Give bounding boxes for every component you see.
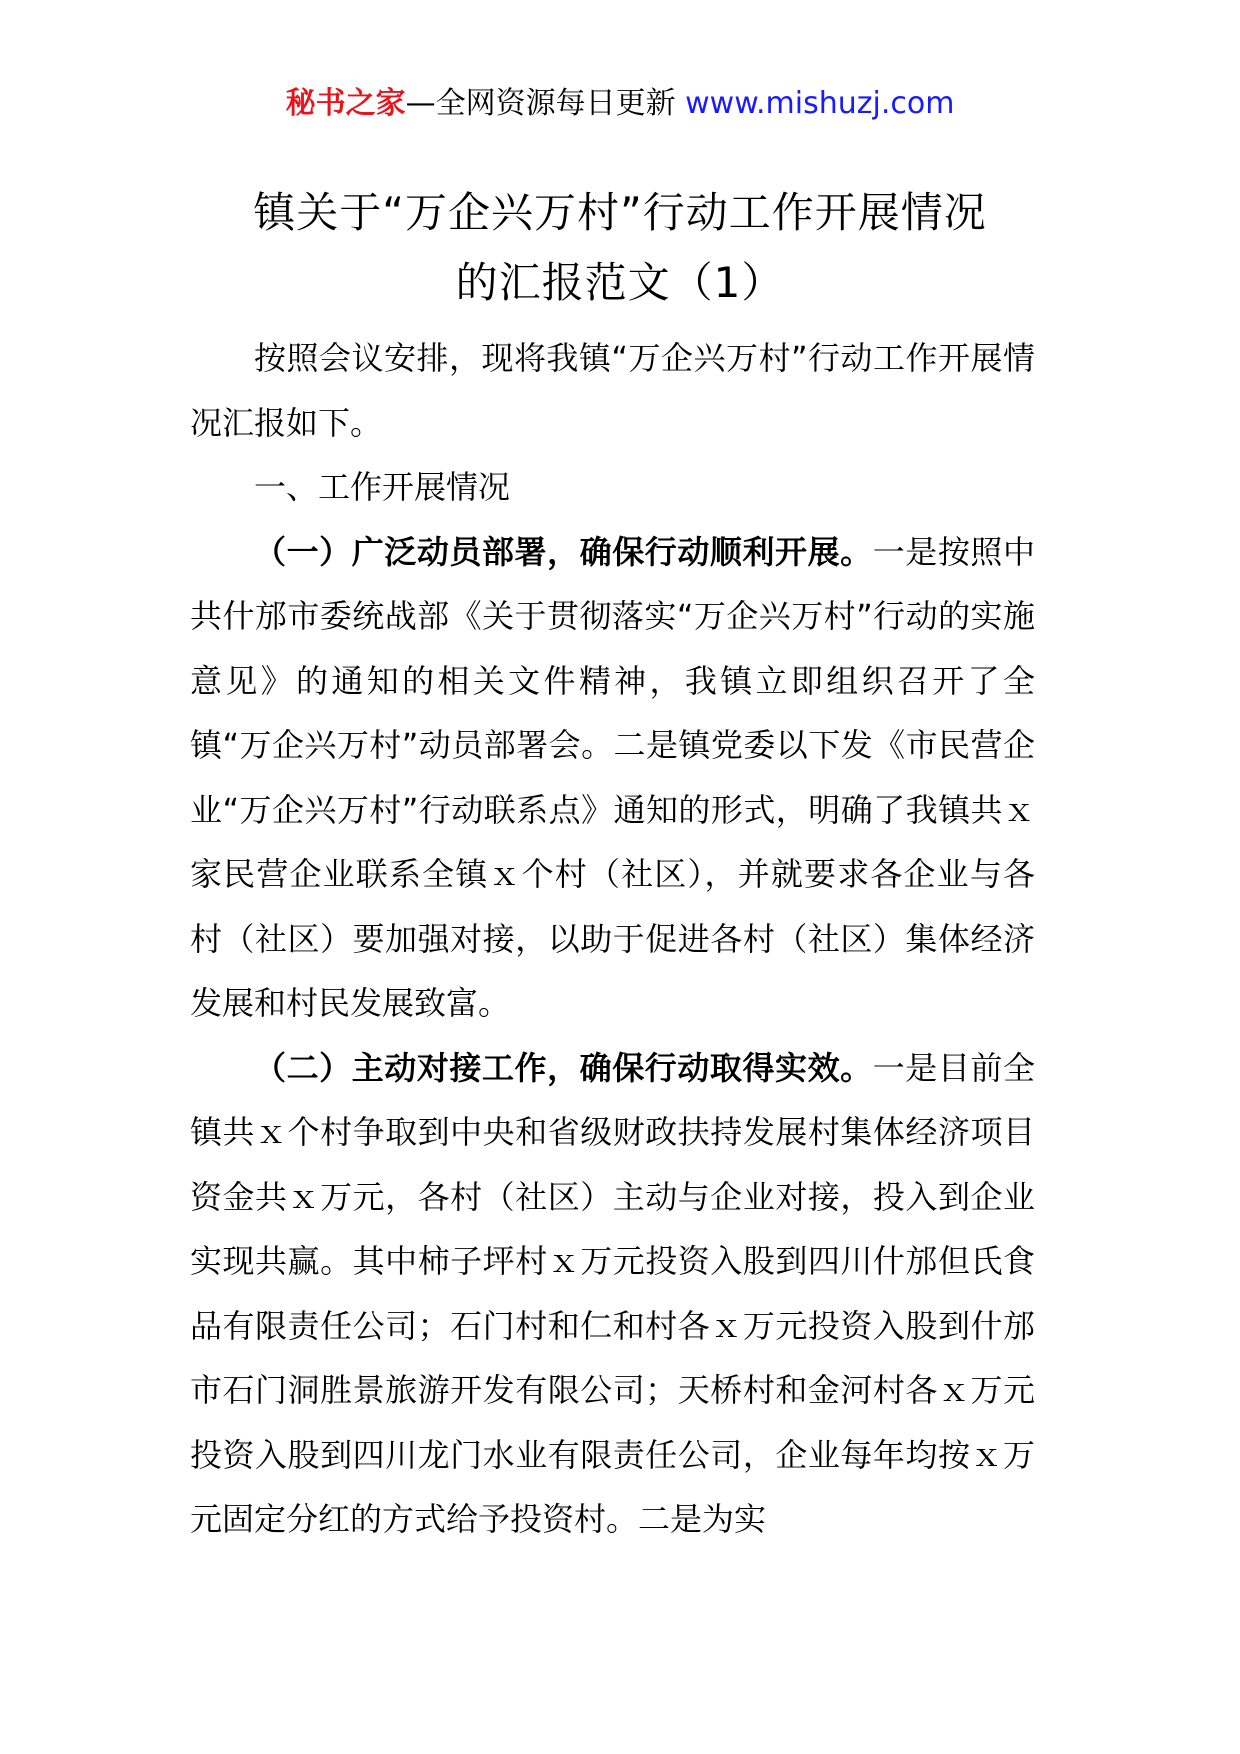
item-2-lead: （二）主动对接工作，确保行动取得实效。	[254, 1048, 873, 1087]
item-1-body: 一是按照中共什邡市委统战部《关于贯彻落实“万企兴万村”行动的实施意见》的通知的相关文件精神，我镇立即组织召开了全镇“万企兴万村”动员部署会。二是镇党委以下发《市民营企业“万企兴万村”行动联系点》通知的形式，明确了我镇共ｘ家民营企业联系全镇ｘ个村（社区），并就要求各企业与各村（社区）要加强对接，以助于促进各村（社区）集体经济发展和村民发展致富。	[190, 532, 1035, 1022]
title-line-2: 的汇报范文（1）	[455, 258, 785, 307]
site-url-link[interactable]: www.mishuzj.com	[685, 86, 955, 121]
document-body	[190, 326, 1035, 1552]
site-name: 秘书之家	[285, 86, 406, 121]
item-2-body: 一是目前全镇共ｘ个村争取到中央和省级财政扶持发展村集体经济项目资金共ｘ万元，各村（社区）主动与企业对接，投入到企业实现共赢。其中柿子坪村ｘ万元投资入股到四川什邡但氏食品有限责任公司；石门村和仁和村各ｘ万元投资入股到什邡市石门洞胜景旅游开发有限公司；天桥村和金河村各ｘ万元投资入股到四川龙门水业有限责任公司，企业每年均按ｘ万元固定分红的方式给予投资村。二是为实	[190, 1048, 1035, 1538]
site-header	[0, 84, 1240, 124]
title-line-1: 镇关于“万企兴万村”行动工作开展情况	[253, 188, 987, 237]
section-heading: 一、工作开展情况	[254, 468, 511, 506]
item-1-paragraph	[190, 520, 1035, 1036]
intro-paragraph: 按照会议安排，现将我镇“万企兴万村”行动工作开展情况汇报如下。	[190, 339, 1035, 442]
site-tagline: —全网资源每日更新	[405, 86, 686, 121]
item-1-lead: （一）广泛动员部署，确保行动顺利开展。	[254, 532, 873, 571]
item-2-paragraph	[190, 1036, 1035, 1552]
document-title	[190, 178, 1050, 318]
